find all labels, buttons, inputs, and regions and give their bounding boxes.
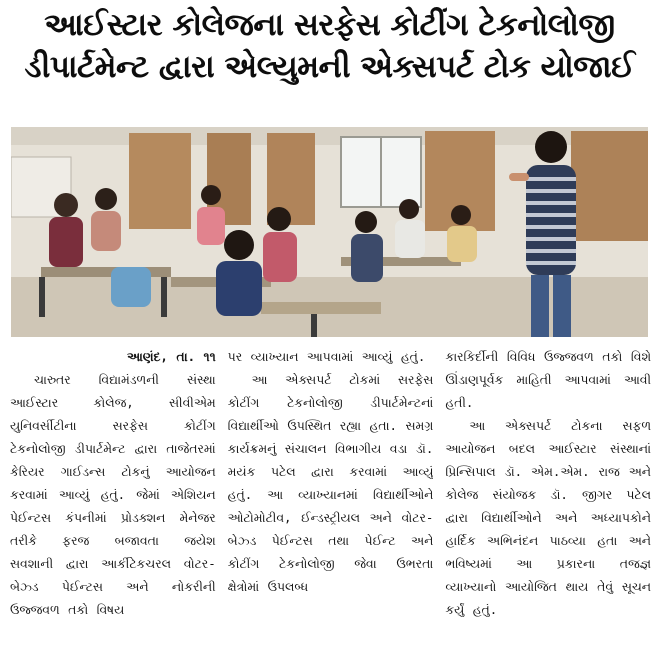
headline-line-1: આઈસ્ટાર કોલેજના સરફેસ કોટીંગ ટેકનોલોજી [44, 7, 615, 43]
paragraph: પર વ્યાખ્યાન આપવામાં આવ્યું હતું. [227, 349, 426, 364]
desk-1 [41, 267, 171, 277]
student-2 [91, 188, 121, 251]
paragraph: આ એક્સપર્ટ ટોકમાં સરફેસ કોટીંગ ટેકનોલોજી ડીપાર્ટમેન્ટનાં વિદ્યાર્થીઓ ઉપસ્થિત રહ્યા હતા. સમગ્ર કાર્યક્રમનું સંચાલન વિભાગીય વડા ડૉ. મયંક પટેલ દ્વારા કરવામાં આવ્યું હતું. આ વ્યાખ્યાનમાં વિદ્યાર્થીઓને ઓટોમોટીવ, ઈન્ડસ્ટ્રીયલ અને વોટર-બેઝ્ડ પેઈન્ટસ તથા પેઈન્ટ અને કોટીંગ ટેકનોલોજી જેવા ઉભરતા ક્ષેત્રોમાં ઉપલબ્ધ [227, 372, 434, 594]
curtain-right-2 [571, 131, 648, 241]
paragraph: કારકિર્દીની વિવિધ ઉજ્જવળ તકો વિશે ઊંડાણપૂર્વક માહિતી આપવામાં આવી હતી. [445, 349, 652, 410]
curtain-left-1 [129, 133, 191, 229]
backpack [111, 267, 151, 307]
dateline: આણંદ, તા. ૧૧ [126, 349, 216, 364]
headline-line-2: ડીપાર્ટમેન્ટ દ્વારા એલ્યુમની એક્સપર્ટ ટોક યોજાઈ [24, 49, 635, 85]
student-3 [197, 185, 225, 245]
paragraph: ચારુતર વિદ્યામંડળની સંસ્થા આઈસ્ટાર કોલેજ, સીવીએમ યુનિવર્સીટીના સરફેસ કોટીંગ ટેકનોલોજી ડીપાર્ટમેન્ટ દ્વારા તાજેતરમાં કેરિયર ગાઈડન્સ ટોકનું આયોજન કરવામાં આવ્યું હતું. જેમાં એશિયન પેઈન્ટસ કંપનીમાં પ્રોડક્શન મેનેજર તરીકે ફરજ બજાવતા જયેશ સવશાની દ્વારા આર્કીટેકચરલ વોટર-બેઝ્ડ પેઈન્ટસ અને નોકરીની ઉજ્જવળ તકો વિષય [10, 372, 216, 617]
classroom-photo-illustration [11, 127, 648, 337]
article-column-1 [10, 345, 216, 657]
article-column-2 [228, 345, 434, 657]
article-column-3 [445, 345, 651, 657]
article-body [10, 345, 651, 657]
desk-3 [261, 302, 381, 314]
paragraph: આ એક્સપર્ટ ટોકના સફળ આયોજન બદલ આઈસ્ટાર સંસ્થાનાં પ્રિન્સિપાલ ડૉ. એમ.એમ. રાજ અને કોલેજ સંયોજક ડૉ. જીગર પટેલ દ્વારા વિદ્યાર્થીઓને અને અધ્યાપકોને હાર્દિક અભિનંદન પાઠવ્યા હતા અને ભવિષ્યમાં આ પ્રકારના તજજ્ઞ વ્યાખ્યાનો આયોજિત થાય તેવું સૂચન કર્યું હતું. [445, 418, 652, 617]
classroom-photo [11, 127, 648, 337]
student-1 [49, 193, 83, 267]
headline [6, 4, 653, 88]
